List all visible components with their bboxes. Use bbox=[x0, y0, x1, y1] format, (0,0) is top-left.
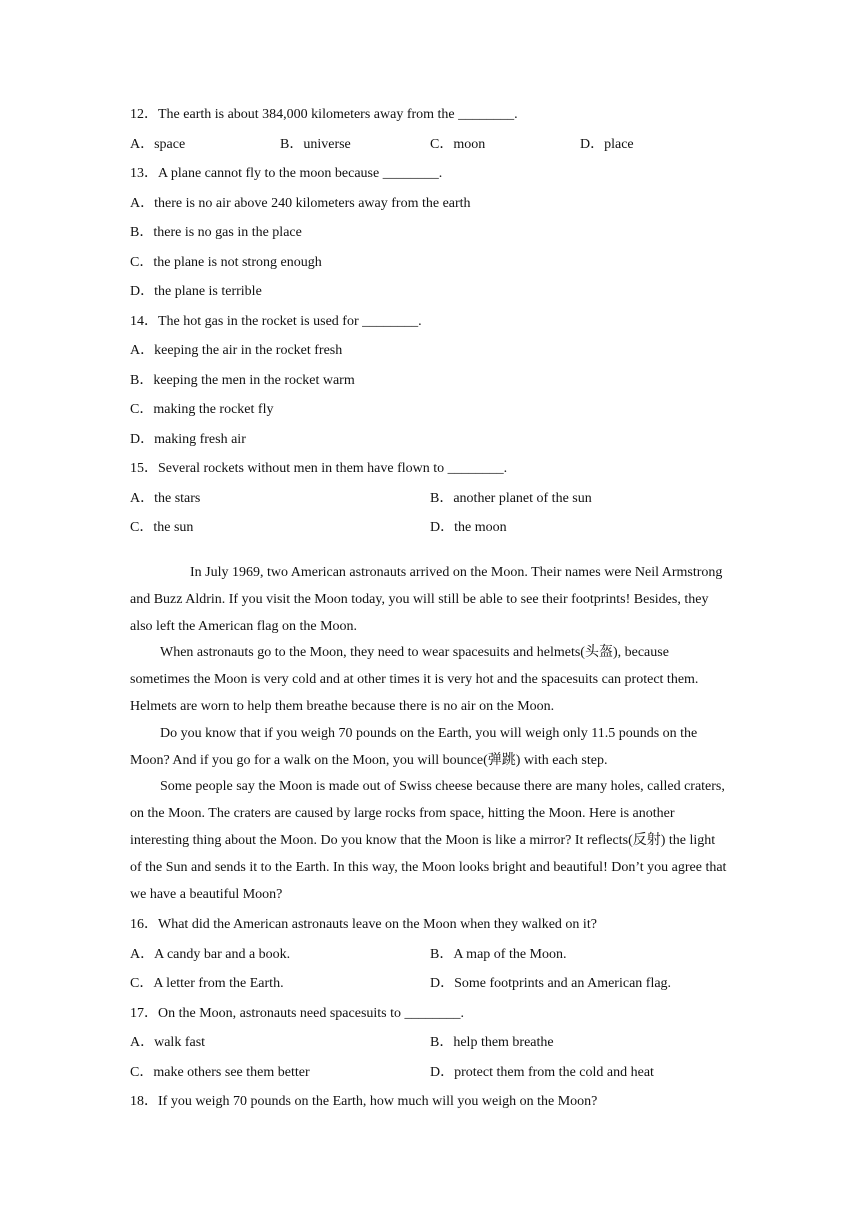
question-13-option-d: D．the plane is terrible bbox=[130, 284, 262, 299]
reading-passage bbox=[130, 560, 730, 908]
question-15-option-b: B．another planet of the sun bbox=[430, 491, 592, 506]
question-17-option-b: B．help them breathe bbox=[430, 1035, 554, 1050]
question-14-option-a: A．keeping the air in the rocket fresh bbox=[130, 343, 343, 358]
question-13-option-a: A．there is no air above 240 kilometers away from the earth bbox=[130, 196, 471, 211]
question-17-option-d: D．protect them from the cold and heat bbox=[430, 1065, 654, 1080]
question-14-option-b: B．keeping the men in the rocket warm bbox=[130, 373, 355, 388]
question-15-option-a: A．the stars bbox=[130, 491, 201, 506]
question-17-option-a: A．walk fast bbox=[130, 1035, 206, 1050]
question-14-option-c: C．making the rocket fly bbox=[130, 402, 274, 417]
question-15-option-d: D．the moon bbox=[430, 520, 507, 535]
question-12-option-d: D．place bbox=[580, 137, 634, 152]
question-12-stem: 12．The earth is about 384,000 kilometers away from the ________. bbox=[130, 107, 518, 122]
question-13-option-c: C．the plane is not strong enough bbox=[130, 255, 322, 270]
question-15-stem: 15．Several rockets without men in them have flown to ________. bbox=[130, 461, 508, 476]
passage-paragraph: Some people say the Moon is made out of Swiss cheese because there are many holes, called craters, on the Moon. The craters are caused by large rocks from space, hitting the Moon. Here is another interesting thing about the Moon. Do you know that the Moon is like a mirror? It reflects(反射) the light of the Sun and sends it to the Earth. In this way, the Moon looks bright and beautiful! Don’t you agree that we have a beautiful Moon? bbox=[130, 779, 727, 902]
passage-paragraph: In July 1969, two American astronauts arrived on the Moon. Their names were Neil Armstrong and Buzz Aldrin. If you visit the Moon today, you will still be able to see their footprints! Besides, they also left the American flag on the Moon. bbox=[130, 565, 723, 634]
question-12-option-c: C．moon bbox=[430, 137, 486, 152]
question-16-option-b: B．A map of the Moon. bbox=[430, 947, 567, 962]
question-13-stem: 13．A plane cannot fly to the moon because ________. bbox=[130, 166, 443, 181]
question-17-stem: 17．On the Moon, astronauts need spacesuits to ________. bbox=[130, 1006, 465, 1021]
question-16-stem: 16．What did the American astronauts leave on the Moon when they walked on it? bbox=[130, 917, 597, 932]
passage-paragraph: When astronauts go to the Moon, they need to wear spacesuits and helmets(头盔), because sometimes the Moon is very cold and at other times it is very hot and the spacesuits can protect them. Helmets are worn to help them breathe because there is no air on the Moon. bbox=[130, 645, 699, 714]
question-13-option-b: B．there is no gas in the place bbox=[130, 225, 302, 240]
question-17-option-c: C．make others see them better bbox=[130, 1065, 310, 1080]
question-16-option-d: D．Some footprints and an American flag. bbox=[430, 976, 672, 991]
question-16-option-a: A．A candy bar and a book. bbox=[130, 947, 291, 962]
question-14-option-d: D．making fresh air bbox=[130, 432, 246, 447]
question-16-option-c: C．A letter from the Earth. bbox=[130, 976, 284, 991]
question-18-stem: 18．If you weigh 70 pounds on the Earth, how much will you weigh on the Moon? bbox=[130, 1094, 598, 1109]
question-15-option-c: C．the sun bbox=[130, 520, 194, 535]
question-12-option-a: A．space bbox=[130, 137, 186, 152]
question-14-stem: 14．The hot gas in the rocket is used for ________. bbox=[130, 314, 422, 329]
passage-paragraph: Do you know that if you weigh 70 pounds on the Earth, you will weigh only 11.5 pounds on the Moon? And if you go for a walk on the Moon, you will bounce(弹跳) with each step. bbox=[130, 725, 698, 768]
question-12-option-b: B．universe bbox=[280, 137, 351, 152]
